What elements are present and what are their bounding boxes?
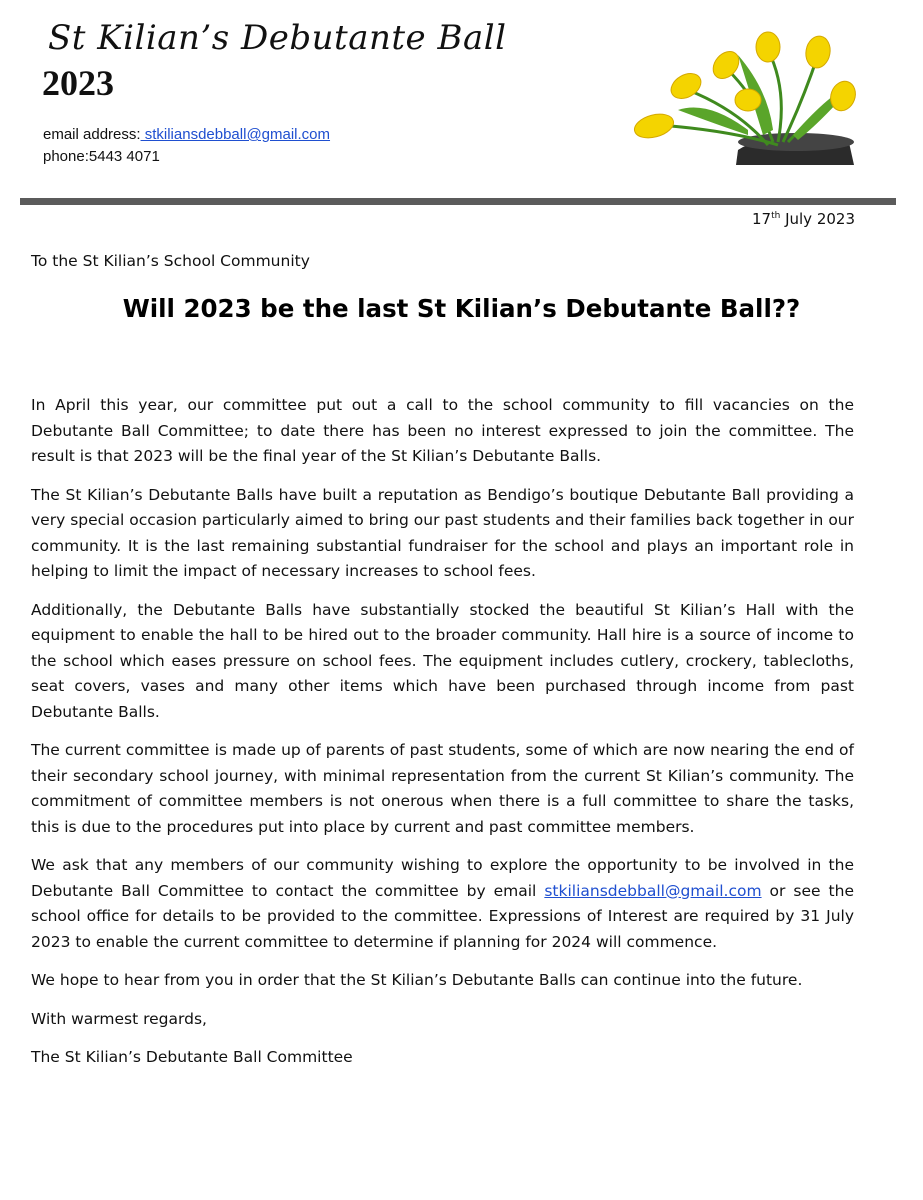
tulip-4 (803, 34, 832, 70)
tulip-5 (632, 110, 676, 142)
body-email-link[interactable]: stkiliansdebball@gmail.com (544, 881, 762, 900)
paragraph-6: We hope to hear from you in order that the St Kilian’s Debutante Balls can continue into the future. (31, 971, 803, 989)
letterhead-year: 2023 (42, 63, 114, 103)
paragraph-3: Additionally, the Debutante Balls have substantially stocked the beautiful St Kilian’s Hall with the equipment to enable the hall to be hired out to the broader community. Hall hire is a source of income to the school which eases pressure on school fees. The equipment includes cutlery, crockery, tablecloths, seat covers, vases and many other items which have been purchased through income from past Debutante Balls. (31, 600, 854, 721)
tulip-7 (735, 89, 761, 111)
paragraph-1: In April this year, our committee put out a call to the school community to fill vacancies on the Debutante Ball Committee; to date there has been no interest expressed to join the committee. The result is that 2023 will be the final year of the St Kilian’s Debutante Balls. (31, 396, 854, 465)
letterhead-title: St Kilian’s Debutante Ball (48, 18, 507, 58)
signature: The St Kilian’s Debutante Ball Committee (31, 1048, 353, 1066)
letter-body (31, 393, 854, 1084)
tulips-image (618, 30, 858, 165)
paragraph-2: The St Kilian’s Debutante Balls have built a reputation as Bendigo’s boutique Debutante Ball providing a very special occasion particularly aimed to bring our past students and their families back together in our community. It is the last remaining substantial fundraiser for the school and plays an important role in helping to limit the impact of necessary increases to school fees. (31, 485, 854, 580)
salutation: To the St Kilian’s School Community (31, 252, 310, 270)
paragraph-5-end: or see the school office for details to be provided to the committee. Expressions of Interest are required by 31 July 2023 to enable the current committee to determine if planning for 2024 will commence. (31, 881, 854, 951)
tulip-1 (667, 68, 706, 103)
paragraph-5 (31, 853, 854, 955)
paragraph-4: The current committee is made up of parents of past students, some of which are now nearing the end of their secondary school journey, with minimal representation from the current St Kilian’s community. The commitment of committee members is not onerous when there is a full committee to share the tasks, this is due to the procedures put into place by current and past committee members. (31, 741, 854, 836)
date-suffix: th (771, 211, 781, 221)
date-day: 17 (751, 210, 772, 228)
date-rest: July 2023 (780, 210, 855, 228)
closing: With warmest regards, (31, 1009, 207, 1028)
contact-block (43, 124, 330, 168)
paragraph-5-start: We ask that any members of our community wishing to explore the opportunity to be involved in the Debutante Ball Committee to contact the committee by email (31, 856, 854, 900)
headline: Will 2023 be the last St Kilian’s Debutante Ball?? (122, 294, 801, 323)
email-link[interactable]: stkiliansdebball@gmail.com (140, 126, 331, 143)
email-label: email address: (43, 126, 141, 143)
phone-line: phone:5443 4071 (43, 148, 160, 165)
tulip-3 (756, 32, 780, 62)
tulip-2 (708, 46, 744, 83)
header-divider (20, 198, 896, 205)
email-line (43, 124, 330, 146)
letter-date (752, 210, 855, 228)
